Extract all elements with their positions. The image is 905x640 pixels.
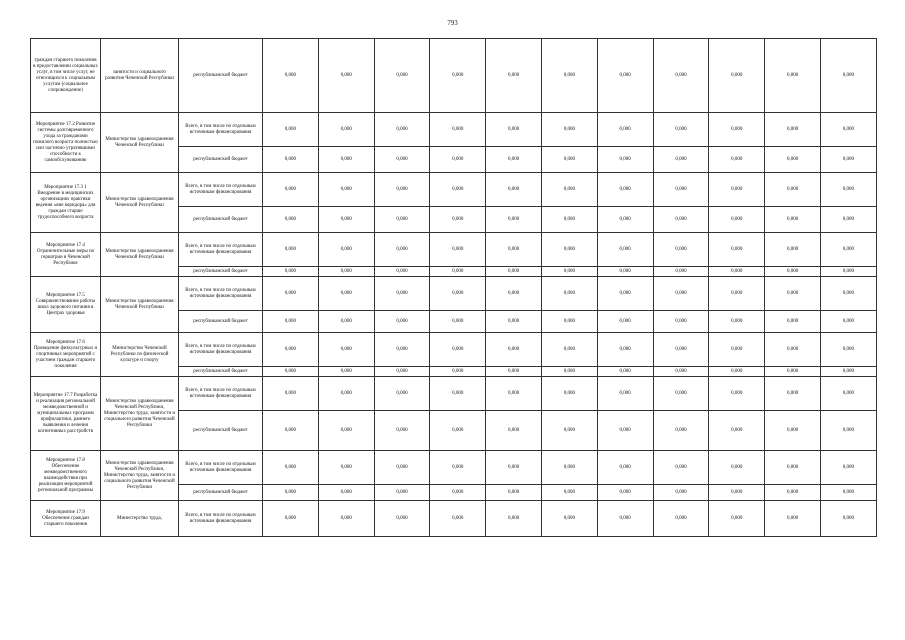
- amount-cell: 0,000: [318, 39, 374, 113]
- table-row: [31, 39, 877, 113]
- amount-cell: 0,000: [709, 113, 765, 147]
- amount-cell: 0,000: [765, 451, 821, 485]
- amount-cell: 0,000: [597, 411, 653, 451]
- funding-source-cell: Всего, в том числе по отдельным источникам финансирования: [179, 173, 263, 207]
- amount-cell: 0,000: [820, 333, 876, 367]
- executor-cell: Министерство здравоохранения Чеченской Республики: [101, 173, 179, 233]
- amount-cell: 0,000: [820, 267, 876, 277]
- amount-cell: 0,000: [430, 485, 486, 501]
- amount-cell: 0,000: [318, 333, 374, 367]
- amount-cell: 0,000: [541, 173, 597, 207]
- amount-cell: 0,000: [430, 39, 486, 113]
- amount-cell: 0,000: [374, 311, 430, 333]
- amount-cell: 0,000: [765, 233, 821, 267]
- amount-cell: 0,000: [374, 207, 430, 233]
- amount-cell: 0,000: [541, 333, 597, 367]
- executor-cell: Министерство здравоохранения Чеченской Республики, Министерство труда, занятости и социального развития Чеченской Республики: [101, 451, 179, 501]
- amount-cell: 0,000: [765, 267, 821, 277]
- amount-cell: 0,000: [374, 233, 430, 267]
- measure-cell: Мероприятие 17.2 Развитие системы долговременного ухода за гражданами пожилого возраста полностью или частично утратившими способности к самообслуживанию: [31, 113, 101, 173]
- amount-cell: 0,000: [486, 207, 542, 233]
- amount-cell: 0,000: [709, 485, 765, 501]
- amount-cell: 0,000: [709, 311, 765, 333]
- amount-cell: 0,000: [820, 411, 876, 451]
- amount-cell: 0,000: [374, 39, 430, 113]
- amount-cell: 0,000: [263, 485, 319, 501]
- table-row: [31, 451, 877, 485]
- amount-cell: 0,000: [263, 451, 319, 485]
- amount-cell: 0,000: [541, 311, 597, 333]
- amount-cell: 0,000: [709, 333, 765, 367]
- amount-cell: 0,000: [318, 267, 374, 277]
- amount-cell: 0,000: [374, 267, 430, 277]
- amount-cell: 0,000: [430, 411, 486, 451]
- amount-cell: 0,000: [263, 207, 319, 233]
- amount-cell: 0,000: [318, 485, 374, 501]
- amount-cell: 0,000: [653, 233, 709, 267]
- amount-cell: 0,000: [486, 311, 542, 333]
- amount-cell: 0,000: [541, 501, 597, 537]
- table-row: [31, 173, 877, 207]
- amount-cell: 0,000: [597, 485, 653, 501]
- amount-cell: 0,000: [486, 367, 542, 377]
- amount-cell: 0,000: [541, 485, 597, 501]
- amount-cell: 0,000: [430, 451, 486, 485]
- amount-cell: 0,000: [820, 367, 876, 377]
- executor-cell: Министерство здравоохранения Чеченской Республики, Министерство труда, занятости и социального развития Чеченской Республики: [101, 377, 179, 451]
- amount-cell: 0,000: [597, 207, 653, 233]
- amount-cell: 0,000: [486, 451, 542, 485]
- amount-cell: 0,000: [597, 173, 653, 207]
- amount-cell: 0,000: [374, 377, 430, 411]
- amount-cell: 0,000: [541, 411, 597, 451]
- measure-cell: Мероприятие 17.8 Обеспечение межведомственного взаимодействия при реализации мероприятий региональной программы: [31, 451, 101, 501]
- amount-cell: 0,000: [765, 39, 821, 113]
- amount-cell: 0,000: [709, 377, 765, 411]
- amount-cell: 0,000: [709, 277, 765, 311]
- amount-cell: 0,000: [263, 411, 319, 451]
- amount-cell: 0,000: [765, 485, 821, 501]
- executor-cell: Министерство здравоохранения Чеченской Республики: [101, 113, 179, 173]
- measure-cell: Мероприятие 17.5 Совершенствование работы школ здорового питания в Центрах здоровья: [31, 277, 101, 333]
- amount-cell: 0,000: [709, 451, 765, 485]
- amount-cell: 0,000: [374, 333, 430, 367]
- table-row: [31, 377, 877, 411]
- executor-cell: Министерство здравоохранения Чеченской Республики: [101, 277, 179, 333]
- amount-cell: 0,000: [486, 377, 542, 411]
- funding-source-cell: республиканский бюджет: [179, 39, 263, 113]
- amount-cell: 0,000: [653, 311, 709, 333]
- amount-cell: 0,000: [820, 207, 876, 233]
- measure-cell: Мероприятие 17.3 1 Внедрение в медицинских организациях практики ведения «вне коридора» для граждан старше трудоспособного возраста: [31, 173, 101, 233]
- amount-cell: 0,000: [709, 233, 765, 267]
- amount-cell: 0,000: [430, 277, 486, 311]
- amount-cell: 0,000: [653, 267, 709, 277]
- amount-cell: 0,000: [374, 485, 430, 501]
- amount-cell: 0,000: [709, 501, 765, 537]
- amount-cell: 0,000: [541, 277, 597, 311]
- amount-cell: 0,000: [597, 377, 653, 411]
- amount-cell: 0,000: [263, 277, 319, 311]
- amount-cell: 0,000: [318, 147, 374, 173]
- amount-cell: 0,000: [709, 367, 765, 377]
- amount-cell: 0,000: [486, 277, 542, 311]
- funding-source-cell: Всего, в том числе по отдельным источникам финансирования: [179, 377, 263, 411]
- amount-cell: 0,000: [765, 173, 821, 207]
- amount-cell: 0,000: [374, 501, 430, 537]
- table-row: [31, 233, 877, 267]
- amount-cell: 0,000: [765, 147, 821, 173]
- amount-cell: 0,000: [709, 173, 765, 207]
- funding-source-cell: Всего, в том числе по отдельным источникам финансирования: [179, 451, 263, 485]
- amount-cell: 0,000: [486, 233, 542, 267]
- amount-cell: 0,000: [263, 267, 319, 277]
- amount-cell: 0,000: [709, 411, 765, 451]
- amount-cell: 0,000: [541, 267, 597, 277]
- amount-cell: 0,000: [820, 311, 876, 333]
- measure-cell: Мероприятие 17.9 Обеспечение граждан старшего поколения: [31, 501, 101, 537]
- amount-cell: 0,000: [653, 333, 709, 367]
- amount-cell: 0,000: [653, 501, 709, 537]
- amount-cell: 0,000: [541, 451, 597, 485]
- amount-cell: 0,000: [709, 267, 765, 277]
- amount-cell: 0,000: [765, 501, 821, 537]
- amount-cell: 0,000: [486, 173, 542, 207]
- amount-cell: 0,000: [486, 501, 542, 537]
- amount-cell: 0,000: [486, 113, 542, 147]
- amount-cell: 0,000: [318, 501, 374, 537]
- amount-cell: 0,000: [653, 411, 709, 451]
- amount-cell: 0,000: [374, 173, 430, 207]
- amount-cell: 0,000: [430, 207, 486, 233]
- amount-cell: 0,000: [653, 367, 709, 377]
- amount-cell: 0,000: [541, 367, 597, 377]
- amount-cell: 0,000: [597, 233, 653, 267]
- amount-cell: 0,000: [820, 173, 876, 207]
- amount-cell: 0,000: [263, 173, 319, 207]
- amount-cell: 0,000: [597, 451, 653, 485]
- funding-source-cell: республиканский бюджет: [179, 207, 263, 233]
- amount-cell: 0,000: [597, 113, 653, 147]
- amount-cell: 0,000: [597, 267, 653, 277]
- amount-cell: 0,000: [263, 501, 319, 537]
- amount-cell: 0,000: [318, 207, 374, 233]
- amount-cell: 0,000: [430, 113, 486, 147]
- amount-cell: 0,000: [820, 451, 876, 485]
- amount-cell: 0,000: [597, 311, 653, 333]
- amount-cell: 0,000: [318, 411, 374, 451]
- amount-cell: 0,000: [318, 233, 374, 267]
- amount-cell: 0,000: [430, 367, 486, 377]
- amount-cell: 0,000: [765, 333, 821, 367]
- amount-cell: 0,000: [765, 113, 821, 147]
- amount-cell: 0,000: [318, 277, 374, 311]
- amount-cell: 0,000: [653, 39, 709, 113]
- executor-cell: Министерство труда,: [101, 501, 179, 537]
- funding-source-cell: Всего, в том числе по отдельным источникам финансирования: [179, 501, 263, 537]
- funding-source-cell: республиканский бюджет: [179, 485, 263, 501]
- amount-cell: 0,000: [430, 333, 486, 367]
- amount-cell: 0,000: [653, 147, 709, 173]
- amount-cell: 0,000: [653, 173, 709, 207]
- amount-cell: 0,000: [318, 173, 374, 207]
- table-row: [31, 113, 877, 147]
- amount-cell: 0,000: [486, 411, 542, 451]
- amount-cell: 0,000: [597, 367, 653, 377]
- amount-cell: 0,000: [263, 113, 319, 147]
- funding-source-cell: республиканский бюджет: [179, 411, 263, 451]
- amount-cell: 0,000: [430, 501, 486, 537]
- amount-cell: 0,000: [541, 207, 597, 233]
- amount-cell: 0,000: [430, 267, 486, 277]
- amount-cell: 0,000: [709, 147, 765, 173]
- amount-cell: 0,000: [263, 311, 319, 333]
- amount-cell: 0,000: [597, 277, 653, 311]
- executor-cell: Министерство здравоохранения Чеченской Республики: [101, 233, 179, 277]
- amount-cell: 0,000: [541, 147, 597, 173]
- measure-cell: Мероприятие 17.7 Разработка и реализация региональной межведомственной и муниципальных программ профилактики, раннего выявления и лечения когнитивных расстройств: [31, 377, 101, 451]
- amount-cell: 0,000: [597, 501, 653, 537]
- amount-cell: 0,000: [486, 39, 542, 113]
- amount-cell: 0,000: [820, 501, 876, 537]
- amount-cell: 0,000: [374, 147, 430, 173]
- amount-cell: 0,000: [430, 233, 486, 267]
- funding-source-cell: республиканский бюджет: [179, 367, 263, 377]
- amount-cell: 0,000: [263, 333, 319, 367]
- amount-cell: 0,000: [374, 451, 430, 485]
- amount-cell: 0,000: [430, 173, 486, 207]
- amount-cell: 0,000: [430, 377, 486, 411]
- amount-cell: 0,000: [486, 485, 542, 501]
- amount-cell: 0,000: [541, 377, 597, 411]
- amount-cell: 0,000: [318, 377, 374, 411]
- funding-source-cell: республиканский бюджет: [179, 147, 263, 173]
- amount-cell: 0,000: [374, 367, 430, 377]
- measure-cell: Мероприятие 17.4 Ограничительные меры по гериатрии в Чеченской Республике: [31, 233, 101, 277]
- amount-cell: 0,000: [374, 277, 430, 311]
- amount-cell: 0,000: [263, 377, 319, 411]
- amount-cell: 0,000: [486, 267, 542, 277]
- amount-cell: 0,000: [263, 233, 319, 267]
- amount-cell: 0,000: [486, 147, 542, 173]
- amount-cell: 0,000: [597, 333, 653, 367]
- amount-cell: 0,000: [820, 233, 876, 267]
- amount-cell: 0,000: [597, 39, 653, 113]
- executor-cell: занятости и социального развития Чеченской Республики: [101, 39, 179, 113]
- amount-cell: 0,000: [653, 113, 709, 147]
- amount-cell: 0,000: [820, 147, 876, 173]
- amount-cell: 0,000: [820, 485, 876, 501]
- amount-cell: 0,000: [820, 113, 876, 147]
- amount-cell: 0,000: [709, 39, 765, 113]
- amount-cell: 0,000: [430, 311, 486, 333]
- amount-cell: 0,000: [765, 367, 821, 377]
- amount-cell: 0,000: [597, 147, 653, 173]
- funding-source-cell: Всего, в том числе по отдельным источникам финансирования: [179, 113, 263, 147]
- amount-cell: 0,000: [374, 411, 430, 451]
- table-row: [31, 277, 877, 311]
- table-row: [31, 501, 877, 537]
- amount-cell: 0,000: [653, 485, 709, 501]
- amount-cell: 0,000: [541, 39, 597, 113]
- amount-cell: 0,000: [374, 113, 430, 147]
- page-number: 793: [447, 19, 458, 27]
- amount-cell: 0,000: [820, 39, 876, 113]
- amount-cell: 0,000: [653, 277, 709, 311]
- amount-cell: 0,000: [820, 377, 876, 411]
- amount-cell: 0,000: [765, 377, 821, 411]
- amount-cell: 0,000: [318, 451, 374, 485]
- budget-table-body: [31, 39, 877, 537]
- amount-cell: 0,000: [486, 333, 542, 367]
- amount-cell: 0,000: [263, 147, 319, 173]
- budget-table: [30, 38, 877, 537]
- amount-cell: 0,000: [541, 113, 597, 147]
- funding-source-cell: Всего, в том числе по отдельным источникам финансирования: [179, 333, 263, 367]
- amount-cell: 0,000: [765, 311, 821, 333]
- amount-cell: 0,000: [653, 377, 709, 411]
- amount-cell: 0,000: [765, 207, 821, 233]
- executor-cell: Министерство Чеченской Республики по физической культуре и спорту: [101, 333, 179, 377]
- amount-cell: 0,000: [765, 277, 821, 311]
- funding-source-cell: республиканский бюджет: [179, 267, 263, 277]
- amount-cell: 0,000: [653, 451, 709, 485]
- amount-cell: 0,000: [318, 113, 374, 147]
- funding-source-cell: Всего, в том числе по отдельным источникам финансирования: [179, 277, 263, 311]
- table-row: [31, 333, 877, 367]
- amount-cell: 0,000: [765, 411, 821, 451]
- amount-cell: 0,000: [541, 233, 597, 267]
- funding-source-cell: республиканский бюджет: [179, 311, 263, 333]
- amount-cell: 0,000: [263, 367, 319, 377]
- amount-cell: 0,000: [653, 207, 709, 233]
- amount-cell: 0,000: [820, 277, 876, 311]
- amount-cell: 0,000: [430, 147, 486, 173]
- amount-cell: 0,000: [318, 367, 374, 377]
- amount-cell: 0,000: [263, 39, 319, 113]
- measure-cell: граждан старшего поколения в предоставлении социальных услуг, в том числе услуг, не относящихся к социальным услугам (социальное сопровождение): [31, 39, 101, 113]
- funding-source-cell: Всего, в том числе по отдельным источникам финансирования: [179, 233, 263, 267]
- amount-cell: 0,000: [318, 311, 374, 333]
- measure-cell: Мероприятие 17.6 Проведение физкультурных и спортивных мероприятий с участием граждан старшего поколения: [31, 333, 101, 377]
- amount-cell: 0,000: [709, 207, 765, 233]
